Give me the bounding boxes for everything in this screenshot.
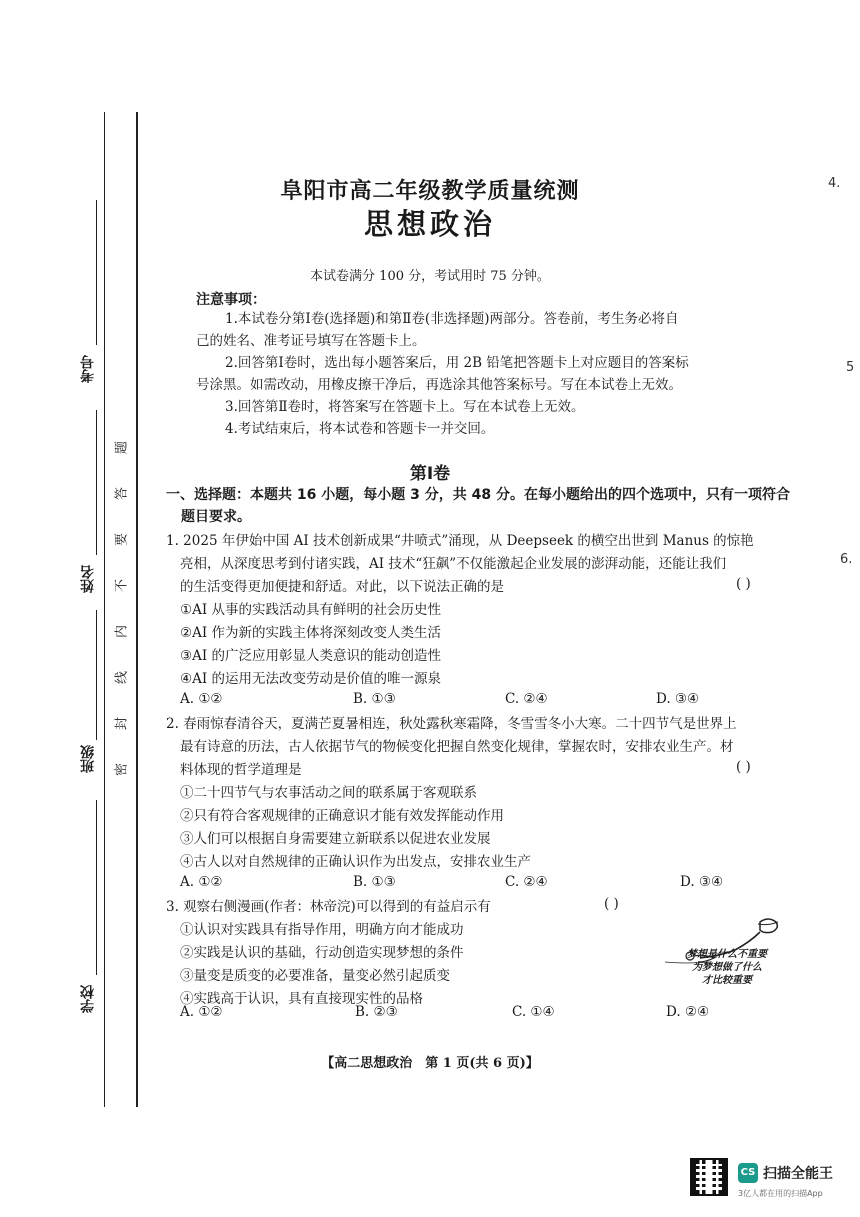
question-option: ③人们可以根据自身需要建立新联系以促进农业发展 xyxy=(180,831,491,847)
scanner-app-name: 扫描全能王 xyxy=(763,1166,833,1182)
choice-c[interactable]: C. ①④ xyxy=(512,1004,555,1020)
question-stem-line: 最有诗意的历法，古人依据节气的物候变化把握自然变化规律，掌握农时，安排农业生产。材 xyxy=(180,739,734,755)
choice-d[interactable]: D. ②④ xyxy=(666,1004,710,1020)
exam-title: 阜阳市高二年级教学质量统测 xyxy=(280,179,580,204)
choice-a[interactable]: A. ①② xyxy=(180,874,223,890)
part-heading-line: 题目要求。 xyxy=(181,509,251,525)
question-option: ②AI 作为新的实践主体将深刻改变人类生活 xyxy=(180,625,441,641)
notice-item: 1.本试卷分第Ⅰ卷(选择题)和第Ⅱ卷(非选择题)两部分。答卷前，考生务必将自 xyxy=(225,311,679,327)
seal-char: 线 xyxy=(114,671,130,685)
question-option: ④实践高于认识，具有直接现实性的品格 xyxy=(180,991,423,1007)
section-title: 第Ⅰ卷 xyxy=(409,464,451,484)
binding-line-inner xyxy=(136,112,138,1107)
scanner-tagline: 3亿人都在用的扫描App xyxy=(738,1189,823,1198)
cartoon-caption-line: 梦想是什么不重要 xyxy=(687,949,767,960)
next-page-fragment: 5 xyxy=(846,360,855,375)
field-class-line[interactable] xyxy=(96,610,97,740)
answer-bracket[interactable]: ( ) xyxy=(604,896,619,912)
page-footer: 【高二思想政治 第 1 页(共 6 页)】 xyxy=(321,1056,539,1071)
binding-line-outer xyxy=(104,112,105,1107)
question-3 xyxy=(166,896,646,1011)
question-option: ②只有符合客观规律的正确意识才能有效发挥能动作用 xyxy=(180,808,504,824)
seal-char: 不 xyxy=(114,579,130,593)
scanner-logo-icon: CS xyxy=(738,1163,758,1183)
choice-b[interactable]: B. ①③ xyxy=(353,874,396,890)
next-page-fragment: 6. xyxy=(840,552,853,567)
seal-char: 内 xyxy=(114,625,130,639)
choice-a[interactable]: A. ①② xyxy=(180,1004,223,1020)
question-option: ①认识对实践具有指导作用，明确方向才能成功 xyxy=(180,922,464,938)
cartoon-caption-line: 才比较重要 xyxy=(702,975,752,986)
notice-item: 己的姓名、准考证号填写在答题卡上。 xyxy=(196,333,426,349)
question-stem-line: 料体现的哲学道理是 xyxy=(180,762,302,778)
field-school-line[interactable] xyxy=(96,800,97,975)
notice-item: 号涂黑。如需改动，用橡皮擦干净后，再选涂其他答案标号。写在本试卷上无效。 xyxy=(196,377,682,393)
cartoon-caption-line: 为梦想做了什么 xyxy=(692,962,762,973)
choice-d[interactable]: D. ③④ xyxy=(656,691,700,707)
field-name-label: 姓名 xyxy=(80,565,96,593)
field-exam-no-label: 考号 xyxy=(80,355,96,383)
answer-bracket[interactable]: ( ) xyxy=(736,759,751,775)
exam-info: 本试卷满分 100 分，考试用时 75 分钟。 xyxy=(310,269,550,284)
choice-b[interactable]: B. ②③ xyxy=(355,1004,398,1020)
seal-char: 封 xyxy=(114,717,130,731)
cartoon-caption xyxy=(662,948,792,987)
seal-char: 密 xyxy=(114,763,130,777)
seal-char: 题 xyxy=(114,441,130,455)
question-stem-line: 的生活变得更加便捷和舒适。对此，以下说法正确的是 xyxy=(180,579,504,595)
next-page-fragment: 4. xyxy=(828,176,841,191)
part-heading xyxy=(166,484,791,528)
seal-char: 答 xyxy=(114,487,130,501)
choice-a[interactable]: A. ①② xyxy=(180,691,223,707)
notice-item: 2.回答第Ⅰ卷时，选出每小题答案后，用 2B 铅笔把答题卡上对应题目的答案标 xyxy=(225,355,689,371)
choice-b[interactable]: B. ①③ xyxy=(353,691,396,707)
notice-item: 4.考试结束后，将本试卷和答题卡一并交回。 xyxy=(225,421,495,437)
question-option: ①二十四节气与农事活动之间的联系属于客观联系 xyxy=(180,785,477,801)
choice-c[interactable]: C. ②④ xyxy=(505,874,548,890)
subject-title: 思想政治 xyxy=(363,207,496,241)
field-school-label: 学校 xyxy=(80,985,96,1013)
question-1 xyxy=(166,530,788,691)
question-stem-line: 2. 春雨惊春清谷天，夏满芒夏暑相连，秋处露秋寒霜降，冬雪雪冬小大寒。二十四节气是世界上 xyxy=(166,716,737,732)
question-stem-line: 亮相，从深度思考到付诸实践，AI 技术“狂飙”不仅能激起企业发展的澎湃动能，还能让我们 xyxy=(180,556,727,572)
question-option: ①AI 从事的实践活动具有鲜明的社会历史性 xyxy=(180,602,441,618)
question-stem-line: 1. 2025 年伊始中国 AI 技术创新成果“井喷式”涌现，从 Deepseek 的横空出世到 Manus 的惊艳 xyxy=(166,533,754,549)
question-2 xyxy=(166,713,788,874)
question-option: ②实践是认识的基础，行动创造实现梦想的条件 xyxy=(180,945,464,961)
question-option: ③量变是质变的必要准备，量变必然引起质变 xyxy=(180,968,450,984)
question-option: ④古人以对自然规律的正确认识作为出发点，安排农业生产 xyxy=(180,854,531,870)
choice-c[interactable]: C. ②④ xyxy=(505,691,548,707)
qr-code-icon xyxy=(690,1158,728,1196)
choice-d[interactable]: D. ③④ xyxy=(680,874,724,890)
field-class-label: 班级 xyxy=(80,745,96,773)
question-option: ④AI 的运用无法改变劳动是价值的唯一源泉 xyxy=(180,671,441,687)
seal-char: 要 xyxy=(114,533,130,547)
answer-bracket[interactable]: ( ) xyxy=(736,576,751,592)
question-option: ③AI 的广泛应用彰显人类意识的能动创造性 xyxy=(180,648,441,664)
part-heading-line: 一、选择题：本题共 16 小题，每小题 3 分，共 48 分。在每小题给出的四个选项中，只有一项符合 xyxy=(166,487,790,503)
question-stem-line: 3. 观察右侧漫画(作者：林帝浣)可以得到的有益启示有 xyxy=(166,899,491,915)
notice-heading: 注意事项： xyxy=(196,292,266,308)
notice-item: 3.回答第Ⅱ卷时，将答案写在答题卡上。写在本试卷上无效。 xyxy=(225,399,585,415)
